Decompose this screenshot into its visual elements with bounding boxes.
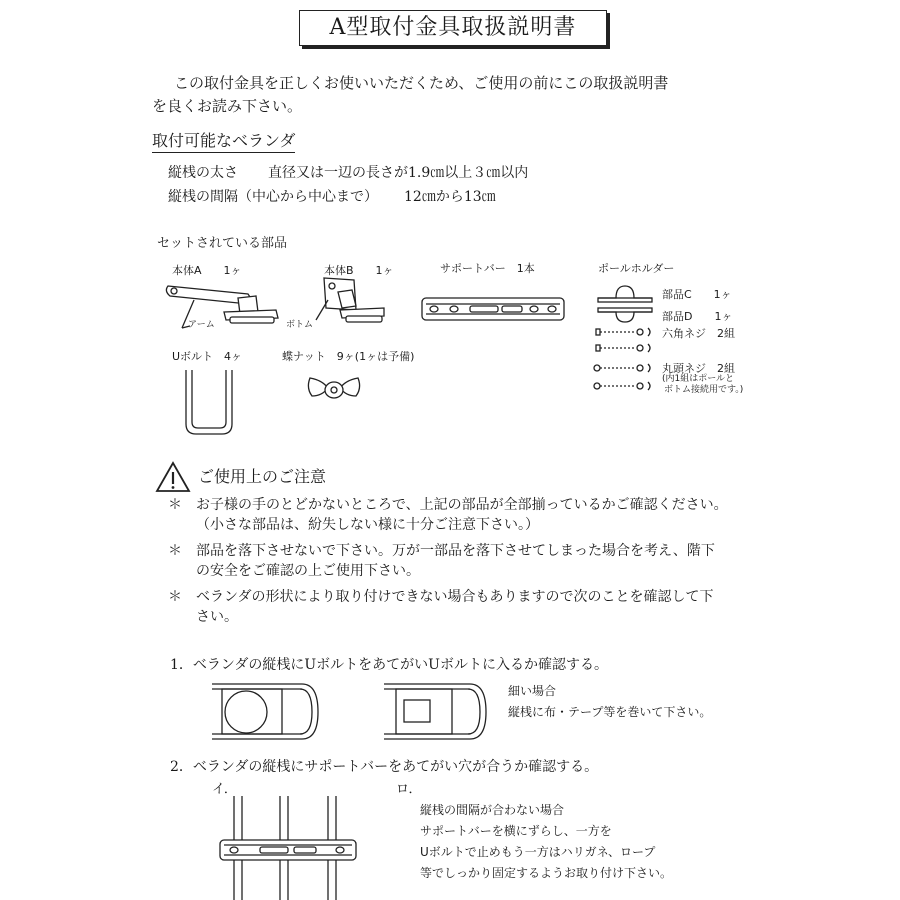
parts-heading: セットされている部品: [157, 236, 288, 251]
step-1-fit-illustration: [212, 678, 324, 746]
support-bar-illustration: [420, 290, 568, 326]
round-screw-illustration: [592, 360, 658, 396]
spacing-label: 縦桟の間隔（中心から中心まで）: [168, 189, 378, 205]
part-d-label: 部品D 1ヶ: [662, 310, 733, 323]
step-2-label-ro: ロ．: [396, 782, 422, 797]
u-bolt-label: Uボルト 4ヶ: [172, 350, 243, 363]
step-1-text: 1．ベランダの縦桟にUボルトをあてがいUボルトに入るか確認する。: [170, 657, 608, 673]
hex-screw-label: 六角ネジ 2組: [662, 327, 735, 340]
wing-nut-label: 蝶ナット 9ヶ(1ヶは予備): [282, 350, 415, 363]
bottom-label: ボトム: [286, 320, 314, 330]
thickness-value: 直径又は一辺の長さが1.9㎝以上３㎝以内: [268, 165, 529, 181]
pole-holder-label: ポールホルダー: [598, 262, 675, 275]
note-bullet: ＊: [168, 543, 182, 559]
note-bullet: ＊: [168, 497, 182, 513]
document-title: A型取付金具取扱説明書: [299, 10, 607, 46]
caution-note-2: [168, 540, 768, 580]
spacing-spec: [168, 186, 496, 206]
intro-paragraph: [152, 72, 762, 118]
caution-note-1-line-2: （小さな部品は、紛失しない様に十分ご注意下さい。）: [196, 517, 539, 533]
installable-heading: 取付可能なベランダ: [152, 128, 295, 153]
step-1-thin-illustration: [384, 678, 496, 746]
body-a-label: 本体A 1ヶ: [172, 264, 242, 277]
intro-line-2: を良くお読み下さい。: [152, 97, 303, 115]
round-screw-label: 丸頭ネジ 2組: [662, 362, 735, 375]
caution-note-1-line-1: お子様の手のとどかないところで、上記の部品が全部揃っているかご確認ください。: [196, 497, 728, 513]
hex-screw-illustration: [592, 324, 658, 358]
step-2-support-bar-illustration: [214, 796, 364, 900]
note-bullet: ＊: [168, 589, 182, 605]
step-2-note-line-3: Uボルトで止めもう一方はハリガネ、ロープ: [420, 845, 656, 859]
thickness-label: 縦桟の太さ: [168, 165, 238, 181]
step-1-note: [508, 681, 711, 723]
step-2-note-line-4: 等でしっかり固定するようお取り付け下さい。: [420, 866, 673, 880]
wing-nut-illustration: [304, 370, 364, 406]
step-2-label-i: イ．: [212, 782, 237, 797]
support-bar-label: サポートバー 1本: [440, 262, 535, 275]
intro-line-1: この取付金具を正しくお使いいただくため、ご使用の前にこの取扱説明書: [174, 74, 669, 92]
step-2-text: 2．ベランダの縦桟にサポートバーをあてがい穴が合うか確認する。: [170, 759, 599, 775]
caution-note-2-line-1: 部品を落下させないで下さい。万が一部品を落下させてしまった場合を考え、階下: [196, 543, 715, 559]
caution-note-3-line-1: ベランダの形状により取り付けできない場合もありますので次のことを確認して下: [196, 589, 714, 605]
caution-note-3-line-2: さい。: [196, 609, 238, 625]
spacing-value: 12㎝から13㎝: [404, 189, 496, 205]
arm-label: アーム: [188, 320, 215, 330]
round-screw-note-1: (内1組はポールと: [662, 374, 735, 384]
body-a-illustration: [160, 276, 285, 338]
caution-note-2-line-2: の安全をご確認の上ご使用下さい。: [196, 563, 420, 579]
step-2-note-line-1: 縦桟の間隔が合わない場合: [420, 803, 565, 817]
caution-heading: ご使用上のご注意: [198, 467, 327, 486]
pole-holder-c-illustration: [594, 282, 656, 324]
step-1-note-body: 縦桟に布・テープ等を巻いて下さい。: [508, 705, 712, 719]
part-c-label: 部品C 1ヶ: [662, 288, 732, 301]
caution-note-1: [168, 494, 768, 534]
step-2-note: [420, 800, 672, 884]
caution-note-3: [168, 586, 768, 626]
step-1-note-title: 細い場合: [508, 684, 557, 698]
u-bolt-illustration: [178, 366, 240, 440]
step-2-note-line-2: サポートバーを横にずらし、一方を: [420, 824, 612, 838]
body-b-label: 本体B 1ヶ: [324, 264, 394, 277]
warning-icon: [154, 460, 192, 494]
thickness-spec: [168, 162, 528, 182]
round-screw-note-2: ボトム接続用です。): [664, 385, 744, 395]
